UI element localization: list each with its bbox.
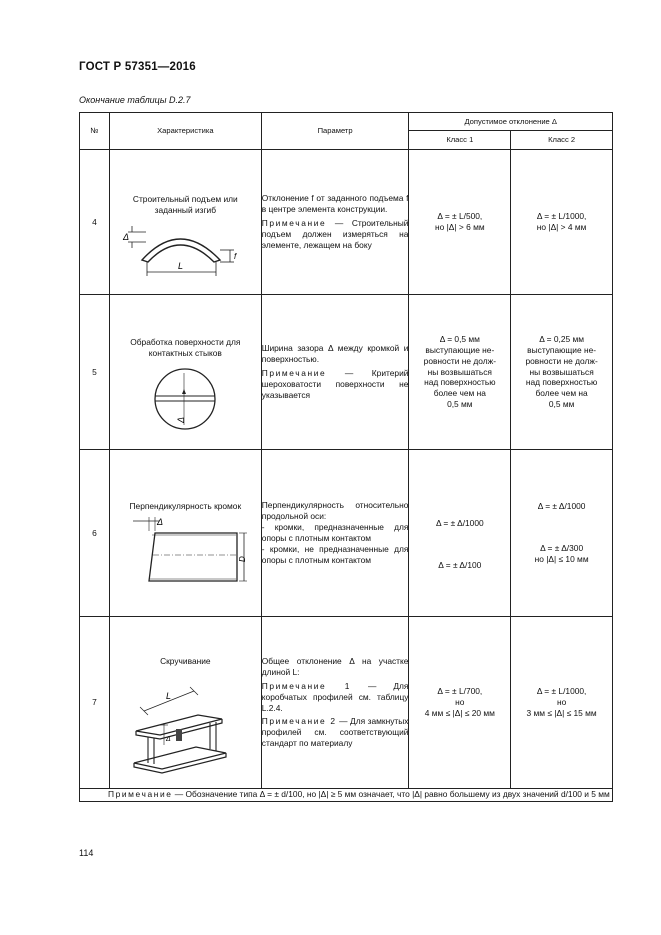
row-number: 4 [80,150,110,295]
camber-delta-label: Δ [123,231,130,242]
parameter-text: - кромки, не предназначенные для опоры с плотным контактом [261,543,409,565]
camber-length-label: L [178,260,184,271]
header-class1: Класс 1 [409,131,511,150]
tolerance-table [79,112,613,802]
surface-delta-label: Δ [176,416,187,423]
value-line: Δ = 0,5 мм [439,333,480,344]
class1-value [409,450,511,617]
page-number: 114 [79,848,94,858]
value-line: Δ = ± L/1000, [536,686,587,697]
twist-length-label: L [166,690,172,701]
header-class2: Класс 2 [511,131,613,150]
table-footnote-row [80,789,613,802]
value-line: выступающие не- [425,344,495,355]
class1-value [409,150,511,295]
value-line: более чем на [433,388,486,399]
value-line: Δ = ± Δ/1000 [537,501,586,512]
table-footnote [80,789,613,802]
note-label: Примечание [261,368,327,379]
value-line: но [455,697,465,708]
parameter-text: Ширина зазора Δ между кромкой и поверхностью. [261,343,409,365]
table-row [80,295,613,450]
class2-value [511,450,613,617]
value-line: Δ = ± Δ/1000 [435,517,484,528]
class2-value [511,150,613,295]
footnote-label: Примечание [108,789,173,799]
value-line: Δ = ± Δ/100 [438,559,482,570]
value-line: ровности не долж- [525,355,598,366]
parameter-cell [261,450,409,617]
value-line: Δ = ± L/500, [437,211,483,222]
parameter-cell [261,150,409,295]
note-text: — Для коробчатых профилей см. таблицу L.2.4. [261,680,409,713]
footnote-text: — Обозначение типа Δ = ± d/100, но |Δ| ≥ 5 мм означает, что |Δ| равно большему из двух значений d/100 и 5 мм [172,789,610,799]
note-label: Примечание [261,218,327,229]
camber-f-label: f [234,251,237,261]
class1-value [409,617,511,789]
value-line: 0,5 мм [548,399,575,410]
value-line: более чем на [535,388,588,399]
value-line: ны возвышаться [529,366,594,377]
value-line: но |Δ| > 4 мм [536,222,587,232]
header-parameter: Параметр [261,113,409,150]
value-line: 0,5 мм [447,399,473,410]
row-number: 5 [80,295,110,450]
note-text: — Для замкнутых профилей см. соответствующий стандарт по материалу [261,716,409,749]
characteristic-title: Перпендикулярность кромок [129,500,242,511]
header-characteristic: Характеристика [109,113,261,150]
perpendicularity-figure [119,515,251,589]
characteristic-title: Обработка поверхности для контактных стыков [130,337,241,358]
twist-delta-label: Δ [166,735,172,743]
note-text: — Строительный подъем должен измеряться на элементе, лежащем на боку [261,218,409,250]
parameter-text: Отклонение f от заданного подъема f в центре элемента конструкции. [261,193,409,215]
value-line: над поверхностью [525,377,598,388]
note-label: Примечание 1 [261,680,352,691]
perp-d-label: D [238,556,248,563]
value-line: выступающие не- [527,344,597,355]
table-row [80,617,613,789]
surface-figure [140,363,230,435]
value-line: но |Δ| > 6 мм [435,222,485,232]
characteristic-cell [109,450,261,617]
characteristic-title: Скручивание [160,656,211,667]
parameter-cell [261,295,409,450]
value-line: над поверхностью [424,377,496,388]
header-num: № [80,113,110,150]
value-line: Δ = 0,25 мм [539,333,585,344]
table-row [80,450,613,617]
value-line: Δ = ± Δ/300 [540,543,584,554]
row-number: 6 [80,450,110,617]
characteristic-cell [109,295,261,450]
table-header-row [80,113,613,131]
value-line: но |Δ| ≤ 10 мм [534,553,589,564]
value-line: ны возвышаться [427,366,492,377]
value-line: 4 мм ≤ |Δ| ≤ 20 мм [424,707,495,718]
characteristic-cell [109,617,261,789]
parameter-text: Перпендикулярность относительно продольной оси: [261,500,409,522]
table-caption: Окончание таблицы D.2.7 [79,95,191,105]
twist-figure [126,671,244,775]
value-line: Δ = ± L/700, [437,686,483,697]
characteristic-title: Строительный подъем или заданный изгиб [132,194,238,215]
value-line: но [556,697,567,708]
header-tolerance: Допустимое отклонение Δ [409,113,613,131]
parameter-cell [261,617,409,789]
value-line: Δ = ± L/1000, [536,211,587,222]
class2-value [511,617,613,789]
note-label: Примечание 2 [261,716,337,727]
perp-delta-label: Δ [157,517,164,528]
note-text: — Критерий шероховатости поверхности не указывается [261,368,409,400]
parameter-text: - кромки, предназначенные для опоры с плотным контактом [261,522,409,543]
document-title: ГОСТ Р 57351—2016 [79,61,196,73]
camber-figure [120,220,250,278]
value-line: ровности не долж- [423,355,496,366]
class1-value [409,295,511,450]
row-number: 7 [80,617,110,789]
class2-value [511,295,613,450]
parameter-text: Общее отклонение Δ на участке длиной L: [261,655,409,677]
value-line: 3 мм ≤ |Δ| ≤ 15 мм [526,707,597,718]
table-row [80,150,613,295]
characteristic-cell [109,150,261,295]
